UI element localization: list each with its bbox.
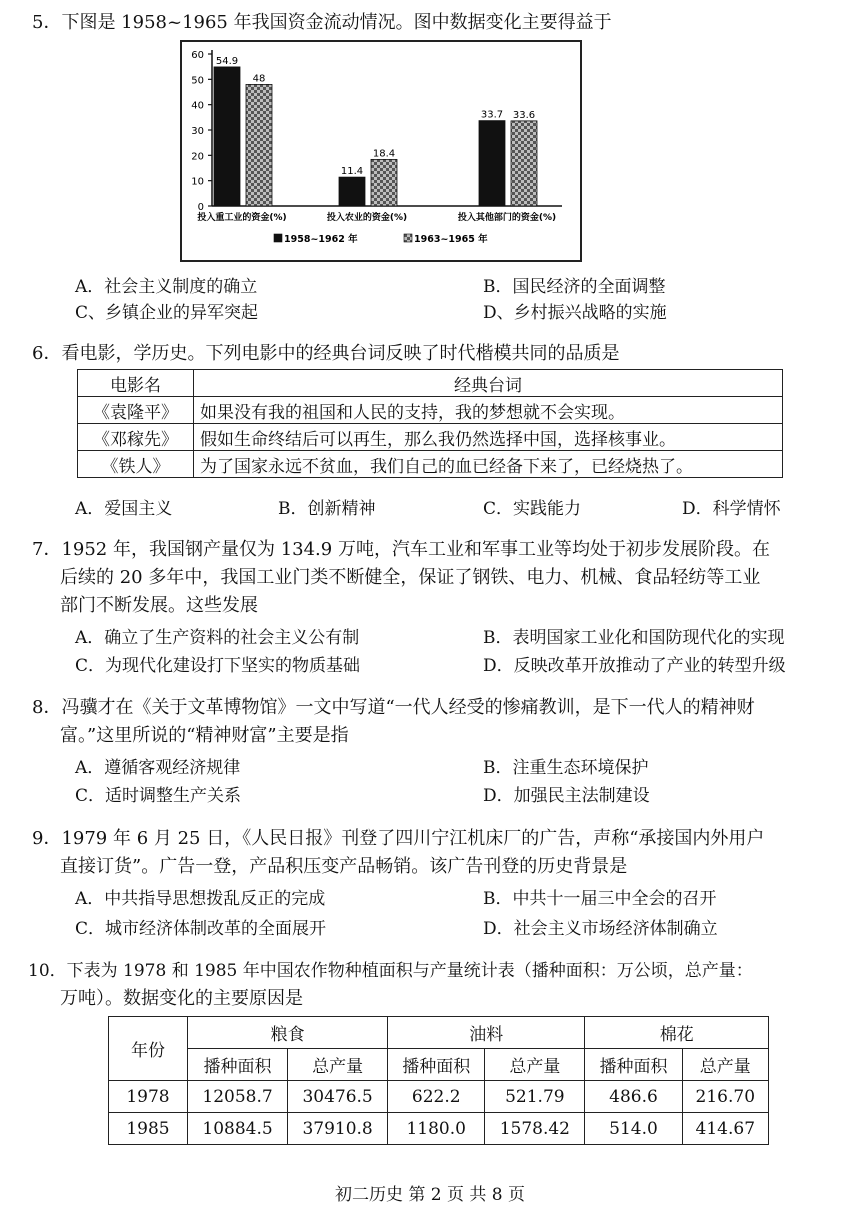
q5-option-b[interactable]: B．国民经济的全面调整 xyxy=(483,277,666,297)
header-cell: 棉花 xyxy=(585,1017,769,1049)
q6-option-d[interactable]: D．科学情怀 xyxy=(682,499,781,519)
table-cell: 1180.0 xyxy=(388,1113,485,1145)
legend-swatch xyxy=(274,234,282,242)
funds-chart xyxy=(180,40,582,262)
y-tick-label: 60 xyxy=(191,50,204,61)
header-cell: 电影名 xyxy=(78,370,194,397)
legend-label: 1958~1962 年 xyxy=(284,234,358,245)
data-label: 11.4 xyxy=(340,166,364,178)
header-cell: 播种面积 xyxy=(388,1049,485,1081)
q6-quote-table xyxy=(77,369,783,478)
table-row xyxy=(109,1113,769,1145)
q7-line-2: 后续的 20 多年中，我国工业门类不断健全，保证了钢铁、电力、机械、食品轻纺等工业 xyxy=(60,567,761,588)
table-cell: 为了国家永远不贫血，我们自己的血已经备下来了，已经烧热了。 xyxy=(194,451,783,478)
table-cell: 216.70 xyxy=(682,1081,768,1113)
legend-label: 1963~1965 年 xyxy=(414,234,488,245)
funds-bar-chart xyxy=(182,42,580,260)
header-cell: 油料 xyxy=(388,1017,585,1049)
y-tick-label: 10 xyxy=(191,176,204,188)
bar-1958-1962 xyxy=(339,177,365,206)
q9-option-a[interactable]: A．中共指导思想拨乱反正的完成 xyxy=(75,889,326,909)
data-label: 18.4 xyxy=(372,148,396,160)
q9-option-d[interactable]: D．社会主义市场经济体制确立 xyxy=(483,919,718,939)
q8-option-c[interactable]: C．适时调整生产关系 xyxy=(75,786,242,806)
header-cell: 粮食 xyxy=(188,1017,388,1049)
bar-1958-1962 xyxy=(214,67,240,206)
q9-option-c[interactable]: C．城市经济体制改革的全面展开 xyxy=(75,919,327,939)
bar-1963-1965 xyxy=(246,84,272,206)
page-footer: 初二历史 第 2 页 共 8 页 xyxy=(334,1185,526,1205)
y-tick-label: 20 xyxy=(191,151,204,163)
q6-option-c[interactable]: C．实践能力 xyxy=(483,499,582,519)
q7-line-3: 部门不断发展。这些发展 xyxy=(60,595,258,616)
q10-line-1: 10．下表为 1978 和 1985 年中国农作物种植面积与产量统计表（播种面积：万公顷，总产量： xyxy=(28,961,753,981)
category-label: 投入农业的资金(%) xyxy=(326,213,408,223)
table-cell: 12058.7 xyxy=(188,1081,288,1113)
table-cell: 《邓稼先》 xyxy=(78,424,194,451)
category-label: 投入重工业的资金(%) xyxy=(197,213,287,223)
table-cell: 1985 xyxy=(109,1113,188,1145)
q5-option-c[interactable]: C、乡镇企业的异军突起 xyxy=(75,303,259,323)
bar-1958-1962 xyxy=(479,121,505,206)
category-label: 投入其他部门的资金(%) xyxy=(457,213,557,223)
q5-option-a[interactable]: A．社会主义制度的确立 xyxy=(75,277,258,297)
header-cell: 总产量 xyxy=(682,1049,768,1081)
data-label: 48 xyxy=(252,73,266,85)
y-tick-label: 30 xyxy=(191,126,204,137)
table-cell: 《铁人》 xyxy=(78,451,194,478)
q9-line-1: 9．1979 年 6 月 25 日，《人民日报》刊登了四川宁江机床厂的广告，声称“承接国内外用户 xyxy=(32,828,765,849)
table-cell: 《袁隆平》 xyxy=(78,397,194,424)
table-cell: 30476.5 xyxy=(288,1081,388,1113)
q7-option-c[interactable]: C．为现代化建设打下坚实的物质基础 xyxy=(75,656,361,676)
table-cell: 414.67 xyxy=(682,1113,768,1145)
table-cell: 37910.8 xyxy=(288,1113,388,1145)
q6-stem: 6．看电影，学历史。下列电影中的经典台词反映了时代楷模共同的品质是 xyxy=(32,343,620,364)
table-subheader-row xyxy=(109,1049,769,1081)
q5-option-d[interactable]: D、乡村振兴战略的实施 xyxy=(483,303,667,323)
table-cell: 514.0 xyxy=(585,1113,682,1145)
q7-option-b[interactable]: B．表明国家工业化和国防现代化的实现 xyxy=(483,628,785,648)
q7-option-a[interactable]: A．确立了生产资料的社会主义公有制 xyxy=(75,628,360,648)
table-row xyxy=(109,1081,769,1113)
bar-1963-1965 xyxy=(511,121,537,206)
header-cell: 年份 xyxy=(109,1017,188,1081)
data-label: 54.9 xyxy=(215,55,239,67)
q8-line-1: 8．冯骥才在《关于文革博物馆》一文中写道“一代人经受的惨痛教训，是下一代人的精神财 xyxy=(32,697,755,718)
q8-line-2: 富。”这里所说的“精神财富”主要是指 xyxy=(60,725,349,746)
q9-option-b[interactable]: B．中共十一届三中全会的召开 xyxy=(483,889,717,909)
q8-option-a[interactable]: A．遵循客观经济规律 xyxy=(75,758,241,778)
header-cell: 总产量 xyxy=(485,1049,585,1081)
q9-line-2: 直接订货”。广告一登，产品积压变产品畅销。该广告刊登的历史背景是 xyxy=(60,856,628,877)
q5-stem: 5．下图是 1958~1965 年我国资金流动情况。图中数据变化主要得益于 xyxy=(32,12,612,33)
y-tick-label: 0 xyxy=(197,202,204,213)
q7-line-1: 7．1952 年，我国钢产量仅为 134.9 万吨，汽车工业和军事工业等均处于初步发展阶段。在 xyxy=(32,539,770,560)
header-cell: 总产量 xyxy=(288,1049,388,1081)
y-tick-label: 40 xyxy=(191,100,204,112)
bar-1963-1965 xyxy=(371,159,397,206)
q8-option-b[interactable]: B．注重生态环境保护 xyxy=(483,758,649,778)
q8-option-d[interactable]: D．加强民主法制建设 xyxy=(483,786,650,806)
table-cell: 1578.42 xyxy=(485,1113,585,1145)
table-cell: 10884.5 xyxy=(188,1113,288,1145)
header-cell: 播种面积 xyxy=(585,1049,682,1081)
header-cell: 播种面积 xyxy=(188,1049,288,1081)
table-header-row xyxy=(109,1017,769,1049)
q7-option-d[interactable]: D．反映改革开放推动了产业的转型升级 xyxy=(483,656,786,676)
table-cell: 假如生命终结后可以再生，那么我仍然选择中国，选择核事业。 xyxy=(194,424,783,451)
table-row xyxy=(78,397,783,424)
table-cell: 486.6 xyxy=(585,1081,682,1113)
header-cell: 经典台词 xyxy=(194,370,783,397)
data-label: 33.7 xyxy=(480,109,504,121)
table-cell: 1978 xyxy=(109,1081,188,1113)
table-header-row xyxy=(78,370,783,397)
legend-swatch xyxy=(404,234,412,242)
q10-line-2: 万吨）。数据变化的主要原因是 xyxy=(60,988,303,1009)
q10-crop-table xyxy=(108,1016,769,1145)
q6-option-b[interactable]: B．创新精神 xyxy=(278,499,376,519)
table-cell: 622.2 xyxy=(388,1081,485,1113)
data-label: 33.6 xyxy=(512,109,536,121)
y-tick-label: 50 xyxy=(191,75,204,87)
table-row xyxy=(78,424,783,451)
table-row xyxy=(78,451,783,478)
table-cell: 如果没有我的祖国和人民的支持，我的梦想就不会实现。 xyxy=(194,397,783,424)
q6-option-a[interactable]: A．爱国主义 xyxy=(75,499,173,519)
table-cell: 521.79 xyxy=(485,1081,585,1113)
